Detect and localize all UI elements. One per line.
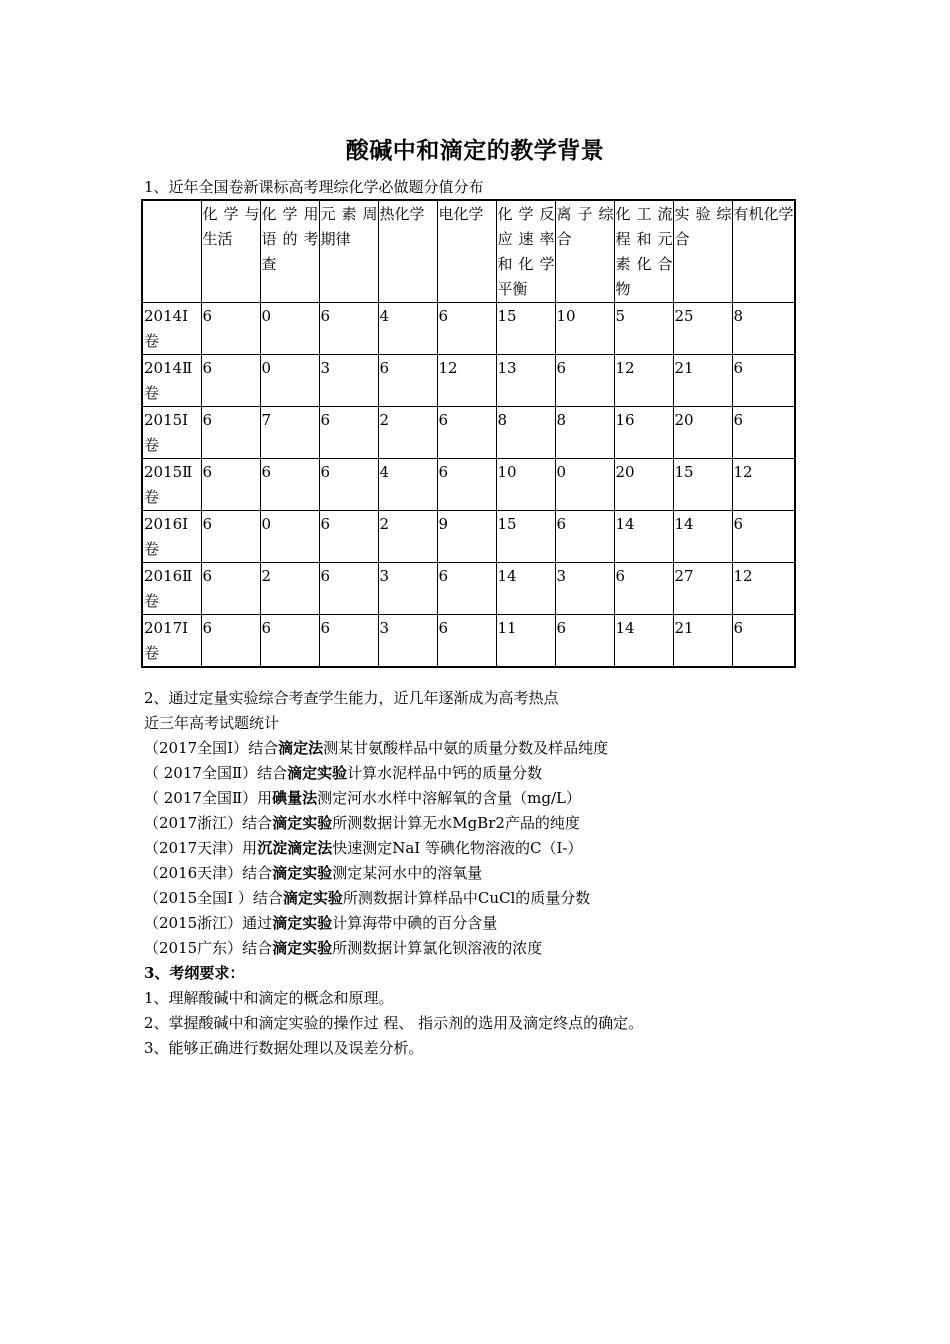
exam-item-prefix: （2015广东）结合 [144,939,273,957]
table-row-label: 2016Ⅱ卷 [142,563,201,615]
exam-item-prefix: （ 2017全国Ⅱ）结合 [144,764,288,782]
table-cell: 6 [732,615,795,668]
table-cell: 6 [555,511,614,563]
table-header-cell: 有机化学 [732,200,795,303]
table-row-label: 2015Ⅰ卷 [142,407,201,459]
exam-item [144,913,497,933]
table-cell: 0 [260,355,319,407]
exam-item-prefix: （2016天津）结合 [144,864,273,882]
table-header-cell: 化工流程和元素化合物 [614,200,673,303]
table-cell: 12 [614,355,673,407]
exam-item [144,763,542,783]
exam-item-bold: 碘量法 [272,789,318,807]
table-cell: 2 [378,511,437,563]
table-cell: 2 [260,563,319,615]
table-cell: 6 [437,459,496,511]
table-cell: 5 [614,303,673,355]
exam-item-prefix: （2017天津）用 [144,839,258,857]
requirement-item: 2、掌握酸碱中和滴定实验的操作过 程、 指示剂的选用及滴定终点的确定。 [144,1014,644,1032]
table-row-label: 2014Ⅰ卷 [142,303,201,355]
exam-item [144,838,582,858]
table-cell: 6 [555,355,614,407]
table-cell: 9 [437,511,496,563]
table-header-row [142,200,795,303]
table-cell: 3 [319,355,378,407]
table-cell: 14 [614,615,673,668]
table-cell: 6 [201,303,260,355]
table-cell: 11 [496,615,555,668]
table-cell: 6 [319,563,378,615]
table-cell: 7 [260,407,319,459]
table-cell: 6 [732,511,795,563]
table-header-cell: 化学与生活 [201,200,260,303]
table-cell: 12 [437,355,496,407]
exam-item [144,863,482,883]
exam-item-suffix: 所测数据计算样品中CuCl的质量分数 [342,889,591,907]
table-cell: 3 [555,563,614,615]
table-cell: 6 [732,407,795,459]
table-row [142,355,795,407]
exam-item-prefix: （2017全国Ⅰ）结合 [144,739,279,757]
table-cell: 2 [378,407,437,459]
table-cell: 6 [319,459,378,511]
section3-heading: 3、考纲要求： [144,964,245,982]
exam-item-suffix: 测定河水水样中溶解氧的含量（mg/L） [317,789,581,807]
exam-item [144,888,590,908]
table-row [142,615,795,668]
table-cell: 6 [378,355,437,407]
exam-item [144,938,542,958]
table-row [142,303,795,355]
exam-item-prefix: （2017浙江）结合 [144,814,273,832]
exam-item-bold: 滴定实验 [282,889,343,907]
exam-item-bold: 滴定法 [278,739,324,757]
table-header-cell: 热化学 [378,200,437,303]
exam-item-bold: 滴定实验 [287,764,348,782]
table-cell: 6 [555,615,614,668]
table-row [142,511,795,563]
table-header-cell: 化学用语的考查 [260,200,319,303]
exam-item-bold: 滴定实验 [272,864,333,882]
table-row [142,407,795,459]
table-row-label: 2015Ⅱ卷 [142,459,201,511]
score-distribution-table [141,199,796,668]
table-cell: 6 [201,407,260,459]
table-header-cell: 离子综合 [555,200,614,303]
exam-item-bold: 滴定实验 [272,814,333,832]
exam-item-prefix: （2015全国Ⅰ ）结合 [144,889,283,907]
table-cell: 6 [260,459,319,511]
exam-item-bold: 滴定实验 [272,939,333,957]
table-cell: 25 [673,303,732,355]
table-cell: 6 [319,615,378,668]
section2-heading: 2、通过定量实验综合考查学生能力，近几年逐渐成为高考热点 [144,689,559,707]
requirement-item: 3、能够正确进行数据处理以及误差分析。 [144,1039,424,1057]
table-cell: 6 [201,459,260,511]
table-cell: 6 [201,615,260,668]
exam-item-suffix: 计算海带中碘的百分含量 [332,914,498,932]
table-cell: 27 [673,563,732,615]
table-cell: 14 [496,563,555,615]
exam-item [144,788,581,808]
table-header-cell: 元素周期律 [319,200,378,303]
exam-item [144,738,608,758]
page-title: 酸碱中和滴定的教学背景 [345,137,605,164]
table-cell: 6 [614,563,673,615]
table-cell: 10 [496,459,555,511]
table-cell: 14 [673,511,732,563]
exam-item-suffix: 所测数据计算氯化钡溶液的浓度 [332,939,543,957]
table-cell: 8 [732,303,795,355]
table-row-label: 2014Ⅱ卷 [142,355,201,407]
table-header-cell: 电化学 [437,200,496,303]
table-cell: 0 [260,303,319,355]
table-cell: 6 [201,511,260,563]
section1-heading: 1、近年全国卷新课标高考理综化学必做题分值分布 [144,178,484,196]
table-row [142,459,795,511]
table-cell: 15 [673,459,732,511]
exam-item-suffix: 计算水泥样品中钙的质量分数 [347,764,543,782]
table-cell: 12 [732,563,795,615]
table-cell: 21 [673,615,732,668]
table-cell: 6 [732,355,795,407]
table-cell: 20 [673,407,732,459]
exam-item-suffix: 所测数据计算无水MgBr2产品的纯度 [332,814,580,832]
table-cell: 12 [732,459,795,511]
table-cell: 4 [378,303,437,355]
exam-item-bold: 沉淀滴定法 [257,839,333,857]
table-cell: 6 [437,303,496,355]
exam-item-prefix: （ 2017全国Ⅱ）用 [144,789,273,807]
table-cell: 20 [614,459,673,511]
table-cell: 3 [378,563,437,615]
table-row-label: 2016Ⅰ卷 [142,511,201,563]
exam-item-suffix: 测某甘氨酸样品中氨的质量分数及样品纯度 [323,739,609,757]
table-row [142,563,795,615]
table-cell: 21 [673,355,732,407]
table-cell: 10 [555,303,614,355]
table-cell: 6 [437,407,496,459]
requirement-item: 1、理解酸碱中和滴定的概念和原理。 [144,989,394,1007]
table-header-cell [142,200,201,303]
table-cell: 13 [496,355,555,407]
table-row-label: 2017Ⅰ卷 [142,615,201,668]
exam-item-suffix: 测定某河水中的溶氧量 [332,864,483,882]
table-cell: 6 [319,303,378,355]
table-cell: 14 [614,511,673,563]
table-cell: 15 [496,511,555,563]
table-cell: 4 [378,459,437,511]
table-cell: 8 [496,407,555,459]
table-cell: 6 [201,563,260,615]
table-header-cell: 实验综合 [673,200,732,303]
exam-item [144,813,580,833]
table-cell: 0 [555,459,614,511]
table-cell: 15 [496,303,555,355]
exam-item-suffix: 快速测定NaⅠ 等碘化物溶液的C（I-） [332,839,583,857]
table-cell: 6 [437,563,496,615]
exam-item-bold: 滴定实验 [272,914,333,932]
table-cell: 8 [555,407,614,459]
table-cell: 0 [260,511,319,563]
table-cell: 6 [319,407,378,459]
table-cell: 6 [319,511,378,563]
table-cell: 3 [378,615,437,668]
table-cell: 6 [260,615,319,668]
exam-item-prefix: （2015浙江）通过 [144,914,273,932]
table-header-cell: 化学反应速率和化学平衡 [496,200,555,303]
table-cell: 6 [437,615,496,668]
table-cell: 16 [614,407,673,459]
section2-subheading: 近三年高考试题统计 [144,714,280,732]
table-cell: 6 [201,355,260,407]
